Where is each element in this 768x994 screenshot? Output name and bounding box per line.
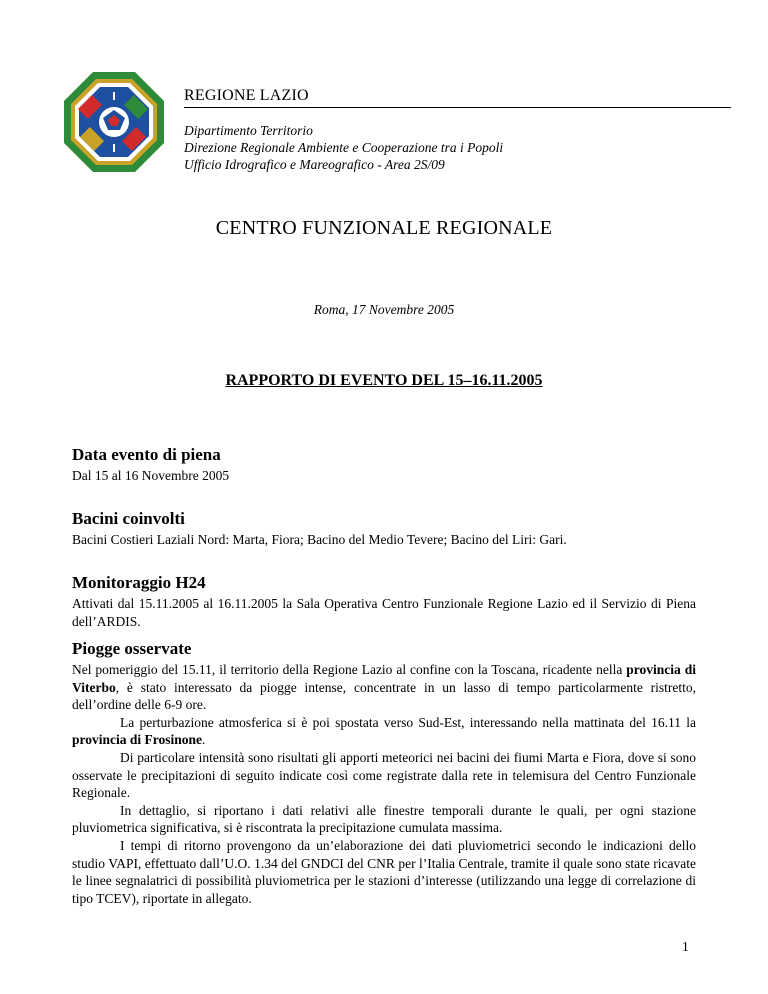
paragraph-viterbo: Nel pomeriggio del 15.11, il territorio della Regione Lazio al confine con la Toscana, ricadente nella provincia di Viterbo, è stato interessato da piogge intense, concentrate in un lasso di tempo particolarmente ristretto, dell’ordine delle 6-9 ore.	[72, 662, 696, 713]
section-text-bacini: Bacini Costieri Laziali Nord: Marta, Fiora; Bacino del Medio Tevere; Bacino del Liri: Gari.	[72, 532, 567, 547]
direction-line: Direzione Regionale Ambiente e Cooperazione tra i Popoli	[184, 140, 504, 155]
piogge-body	[72, 661, 696, 907]
section-text-monitoraggio: Attivati dal 15.11.2005 al 16.11.2005 la Sala Operativa Centro Funzionale Regione Lazio ed il Servizio di Piena dell’ARDIS.	[72, 596, 696, 629]
section-title-piogge: Piogge osservate	[72, 639, 192, 658]
report-title: RAPPORTO DI EVENTO DEL 15–16.11.2005	[225, 372, 543, 389]
provincia-frosinone: provincia di Frosinone	[72, 732, 203, 748]
section-title-monitoraggio: Monitoraggio H24	[72, 573, 206, 592]
header-rule	[184, 107, 731, 108]
page-number: 1	[682, 939, 689, 954]
department-block	[184, 122, 503, 173]
paragraph-tempi-ritorno: I tempi di ritorno provengono da un’elaborazione dei dati pluviometrici secondo le indicazioni dello studio VAPI, effettuato dall’U.O. 1.34 del GNDCI del CNR per l’Italia Centrale, tramite il quale sono state ricavate le linee segnalatrici di possibilità pluviometrica per le stazioni d’interesse (utilizzando una legge di correlazione di tipo TCEV), riportate in allegato.	[72, 837, 696, 906]
region-name: REGIONE LAZIO	[184, 87, 309, 104]
regione-lazio-emblem-icon	[62, 70, 166, 174]
office-line: Ufficio Idrografico e Mareografico - Area 2S/09	[184, 157, 445, 172]
provincia-viterbo: provincia di Viterbo	[72, 662, 696, 695]
date-line: Roma, 17 Novembre 2005	[313, 302, 455, 317]
section-title-bacini: Bacini coinvolti	[72, 509, 185, 528]
section-text-data-evento: Dal 15 al 16 Novembre 2005	[72, 468, 230, 483]
paragraph-marta-fiora: Di particolare intensità sono risultati gli apporti meteorici nei bacini dei fiumi Marta e Fiora, dove si sono osservate le precipitazioni di seguito indicate così come registrate dalla rete in telemisura del Centro Funzionale Regionale.	[72, 749, 696, 801]
section-title-data-evento: Data evento di piena	[72, 445, 221, 464]
department-line: Dipartimento Territorio	[184, 123, 313, 138]
paragraph-dettaglio: In dettaglio, si riportano i dati relativi alle finestre temporali durante le quali, per ogni stazione pluviometrica significativa, si è riscontrata la precipitazione cumulata massima.	[72, 802, 696, 836]
center-title: CENTRO FUNZIONALE REGIONALE	[215, 217, 553, 239]
paragraph-frosinone: La perturbazione atmosferica si è poi spostata verso Sud-Est, interessando nella mattinata del 16.11 la provincia di Frosinone.	[72, 714, 696, 748]
